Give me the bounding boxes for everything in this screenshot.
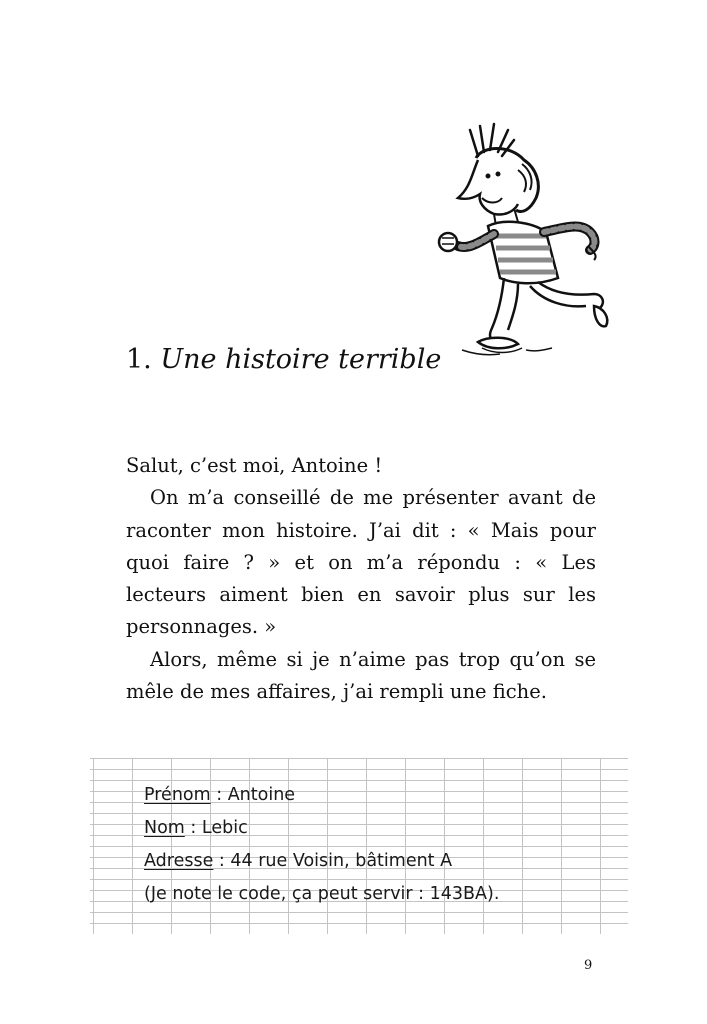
fiche-note-line: (Je note le code, ça peut servir : 143BA). xyxy=(144,884,500,904)
fiche-adresse-separator: : xyxy=(213,851,231,871)
fiche-prenom-label: Prénom xyxy=(144,785,211,805)
fiche-nom-line xyxy=(144,812,499,845)
fiche-adresse-label: Adresse xyxy=(144,851,214,871)
fiche-prenom-value: Antoine xyxy=(227,785,296,805)
chapter-number: 1. xyxy=(126,344,152,375)
chapter-name: Une histoire terrible xyxy=(160,344,442,375)
fiche-prenom-line xyxy=(144,779,499,812)
fiche-content xyxy=(144,779,499,911)
fiche-prenom-separator: : xyxy=(210,785,228,805)
running-boy-illustration xyxy=(418,118,618,358)
fiche-adresse-value: 44 rue Voisin, bâtiment A xyxy=(230,851,453,871)
paragraph-greeting: Salut, c’est moi, Antoine ! xyxy=(126,454,383,477)
fiche-nom-value: Lebic xyxy=(201,818,248,838)
page-number: 9 xyxy=(584,958,593,973)
paragraph-fiche: Alors, même si je n’aime pas trop qu’on se mêle de mes affaires, j’ai rempli une fiche. xyxy=(126,647,596,704)
fiche-nom-label: Nom xyxy=(144,818,185,838)
paragraph-introduction: On m’a conseillé de me présenter avant de raconter mon histoire. J’ai dit : « Mais pour quoi faire ? » et on m’a répondu : « Les lecteurs aiment bien en savoir plus sur les personnages. » xyxy=(126,486,596,639)
fiche-adresse-line xyxy=(144,845,499,878)
chapter-title xyxy=(126,344,441,375)
fiche-nom-separator: : xyxy=(184,818,202,838)
body-text xyxy=(126,450,596,708)
